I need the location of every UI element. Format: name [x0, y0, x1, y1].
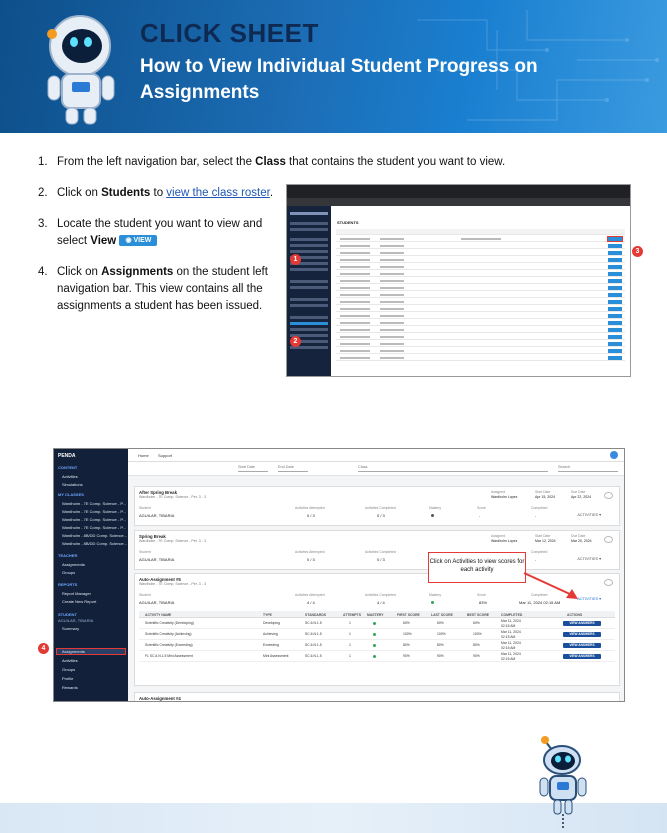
class-select[interactable]: Class [358, 465, 548, 472]
completed-value: 4 / 4 [377, 600, 385, 605]
card-subtitle: Wardholm - 7E Comp. Science - Per. 3 - 3 [139, 582, 206, 586]
mastery-label: Mastery [429, 506, 442, 510]
attempted-value: 0 / 3 [307, 513, 315, 518]
score-label: Score [477, 593, 486, 597]
view-answers-button[interactable]: VIEW ANSWERS [563, 654, 601, 659]
end-date-field[interactable]: End Date [278, 465, 308, 472]
browser-address-bar [287, 198, 630, 206]
sidebar-section: TEACHER [58, 553, 78, 558]
eye-icon[interactable] [604, 492, 613, 499]
sidebar-student-name: AGUILAR, TIBARIA [58, 618, 94, 623]
assignment-card [134, 486, 620, 526]
score-value: - [479, 513, 481, 518]
step-text: Click on Students to view the class roster. [57, 187, 274, 199]
robot-mascot-icon [532, 734, 592, 830]
table-row: FL SC.6.N.1.5 Mini Assessment Mini Assessment SC.6.N.1.5 1 90% 90% 90% Mar 11, 2024 02:15 AM VIEW ANSWERS [139, 652, 615, 662]
completed-label: Activities Completed [365, 550, 396, 554]
completed-on-value: Mar 11, 2024 02:15 AM [519, 600, 561, 605]
view-answers-button[interactable]: VIEW ANSWERS [563, 632, 601, 637]
due-label: Due Date [571, 534, 586, 538]
completed-value: 0 / 3 [377, 557, 385, 562]
table-row: Scientific Creativity (Exceeding) Exceeding SC.6.N.1.5 1 80% 80% 80% Mar 11, 2024 02:15 AM VIEW ANSWERS [139, 641, 615, 651]
completed-value: 0 / 3 [377, 513, 385, 518]
assigned-value: Wardholm Lopez [491, 539, 518, 543]
mastery-dot [373, 644, 376, 647]
sidebar-item[interactable]: Report Manager [62, 591, 91, 596]
student-label: Student [139, 593, 151, 597]
mastery-dot [373, 633, 376, 636]
activities-dropdown-open[interactable]: ACTIVITIES ▾ [577, 597, 601, 601]
assigned-label: Assigned [491, 490, 505, 494]
table-row: Scientific Creativity (Achieving) Achieving SC.6.N.1.5 1 100% 100% 100% Mar 11, 2024 02:15 AM VIEW ANSWERS [139, 630, 615, 640]
completed-on-label: Completed [531, 593, 548, 597]
mastery-dot [373, 622, 376, 625]
completed-on-value: - [535, 513, 537, 518]
activities-annotation: Click on Activities to view scores for each activity [428, 552, 526, 583]
filter-bar [128, 462, 624, 476]
activities-dropdown[interactable]: ACTIVITIES ▾ [577, 557, 601, 561]
mastery-dot [431, 601, 434, 604]
student-label: Student [139, 550, 151, 554]
students-roster-screenshot [286, 184, 631, 377]
search-input[interactable]: Search [558, 465, 618, 472]
sidebar-class[interactable]: Wardholm - 7E Comp. Science - P... [62, 509, 126, 514]
eye-icon[interactable] [604, 579, 613, 586]
class-roster-link[interactable]: view the class roster [166, 187, 270, 199]
sidebar-item[interactable]: Summary [62, 626, 80, 631]
assignment-card [134, 530, 620, 570]
start-date-field[interactable]: Start Date [238, 465, 268, 472]
card-title: After Spring Break [139, 490, 177, 495]
student-value: AGUILAR, TIBARIA [139, 557, 175, 562]
sidebar-item[interactable]: Groups [62, 667, 76, 672]
completed-on-label: Completed [531, 550, 548, 554]
step-number: 1. [38, 156, 48, 168]
mastery-dot [373, 655, 376, 658]
due-value: Apr 22, 2024 [571, 495, 592, 499]
step-text: Click on Assignments on the student left navigation bar. This view contains all the assignments a student has been issued. [57, 266, 268, 312]
student-value: AGUILAR, TIBARIA [139, 513, 175, 518]
table-row: Scientific Creativity (Developing) Developing SC.6.N.1.5 1 60% 60% 60% Mar 11, 2024 02:15 AM VIEW ANSWERS [139, 619, 615, 629]
sidebar-class[interactable]: Wardholm - 8B/DD Comp. Science... [62, 541, 127, 546]
sidebar-item[interactable]: Simulations [62, 482, 83, 487]
sidebar-section: STUDENT [58, 612, 77, 617]
start-value: Apr 15, 2024 [535, 495, 556, 499]
completed-on-label: Completed [531, 506, 548, 510]
step-number: 2. [38, 187, 48, 199]
assigned-value: Wardholm Lopez [491, 495, 518, 499]
callout-1: 1 [290, 254, 301, 265]
header-banner [0, 0, 667, 133]
sidebar-class[interactable]: Wardholm - 7E Comp. Science - P... [62, 525, 126, 530]
sidebar-item[interactable]: Profile [62, 676, 74, 681]
sidebar-item-assignments[interactable]: Assignments [62, 649, 85, 654]
student-assignments-screenshot [53, 448, 625, 702]
sidebar-item[interactable]: Rewards [62, 685, 78, 690]
nav-support[interactable]: Support [158, 453, 173, 458]
view-answers-button[interactable]: VIEW ANSWERS [563, 621, 601, 626]
sidebar-class[interactable]: Wardholm - 7E Comp. Science - P... [62, 517, 126, 522]
sidebar-section: MY CLASSES [58, 492, 84, 497]
start-label: Start Date [535, 490, 551, 494]
nav-home[interactable]: Home [138, 453, 149, 458]
card-title: Auto-Assignment #4 [139, 696, 181, 701]
step-text: From the left navigation bar, select the Class that contains the student you want to view. [57, 156, 506, 168]
due-value: Mar 20, 2024 [571, 539, 592, 543]
attempted-value: 0 / 3 [307, 557, 315, 562]
step-number: 3. [38, 218, 48, 230]
score-value: 83% [479, 600, 488, 605]
assigned-label: Assigned [491, 534, 505, 538]
callout-3: 3 [632, 246, 643, 257]
sidebar-item[interactable]: Groups [62, 570, 76, 575]
browser-tabs [287, 185, 630, 198]
start-label: Start Date [535, 534, 551, 538]
page-title: CLICK SHEET [140, 18, 319, 48]
sidebar-item[interactable]: Create New Report [62, 599, 97, 604]
completed-on-value: - [535, 557, 537, 562]
student-value: AGUILAR, TIBARIA [139, 600, 175, 605]
sidebar-section: CONTENT [58, 465, 78, 470]
sidebar-class[interactable]: Wardholm - 7E Comp. Science - P... [62, 501, 126, 506]
card-subtitle: Wardholm - 7E Comp. Science - Per. 3 - 3 [139, 495, 206, 499]
screenshot-main [331, 206, 630, 376]
attempted-label: Activities Attempted [295, 506, 325, 510]
card-subtitle: Wardholm - 7E Comp. Science - Per. 3 - 3 [139, 539, 206, 543]
mastery-dot [431, 514, 434, 517]
attempted-value: 4 / 4 [307, 600, 315, 605]
sidebar-item[interactable]: Activities [62, 658, 78, 663]
penda-sidebar [54, 449, 128, 702]
astronaut-robot-icon [30, 6, 130, 128]
due-label: Due Date [571, 490, 586, 494]
screenshot-sidebar [287, 206, 331, 377]
arrow-icon [522, 569, 582, 603]
sidebar-item[interactable]: Activities [62, 474, 78, 479]
activities-dropdown[interactable]: ACTIVITIES ▾ [577, 513, 601, 517]
sidebar-section: REPORTS [58, 582, 78, 587]
attempted-label: Activities Attempted [295, 550, 325, 554]
assignment-card [134, 692, 620, 702]
sidebar-item[interactable]: Assignments [62, 562, 85, 567]
view-answers-button[interactable]: VIEW ANSWERS [563, 643, 601, 648]
top-nav [128, 449, 624, 462]
card-title: Spring Break [139, 534, 166, 539]
completed-label: Activities Completed [365, 506, 396, 510]
score-label: Score [477, 506, 486, 510]
attempted-label: Activities Attempted [295, 593, 325, 597]
penda-logo: PENDA [58, 453, 76, 459]
students-heading: STUDENTS [337, 220, 359, 225]
mastery-label: Mastery [429, 593, 442, 597]
view-button-sample: ◉ VIEW [119, 235, 157, 246]
step-text: Locate the student you want to view and select View ◉ VIEW [57, 218, 263, 247]
callout-2: 2 [290, 336, 301, 347]
callout-4: 4 [38, 643, 49, 654]
completed-label: Activities Completed [365, 593, 396, 597]
step-number: 4. [38, 266, 48, 278]
eye-icon[interactable] [604, 536, 613, 543]
sidebar-class[interactable]: Wardholm - 8B/DD Comp. Science... [62, 533, 127, 538]
page-subtitle: How to View Individual Student Progress on Assignments [140, 56, 538, 103]
avatar[interactable] [610, 451, 618, 459]
activity-table-header: ACTIVITY NAME TYPE STANDARDS ATTEMPTS MASTERY FIRST SCORE LAST SCORE BEST SCORE COMPLETED ACTIONS [139, 611, 615, 618]
card-title: Auto-Assignment #5 [139, 577, 181, 582]
student-label: Student [139, 506, 151, 510]
start-value: Mar 12, 2024 [535, 539, 556, 543]
